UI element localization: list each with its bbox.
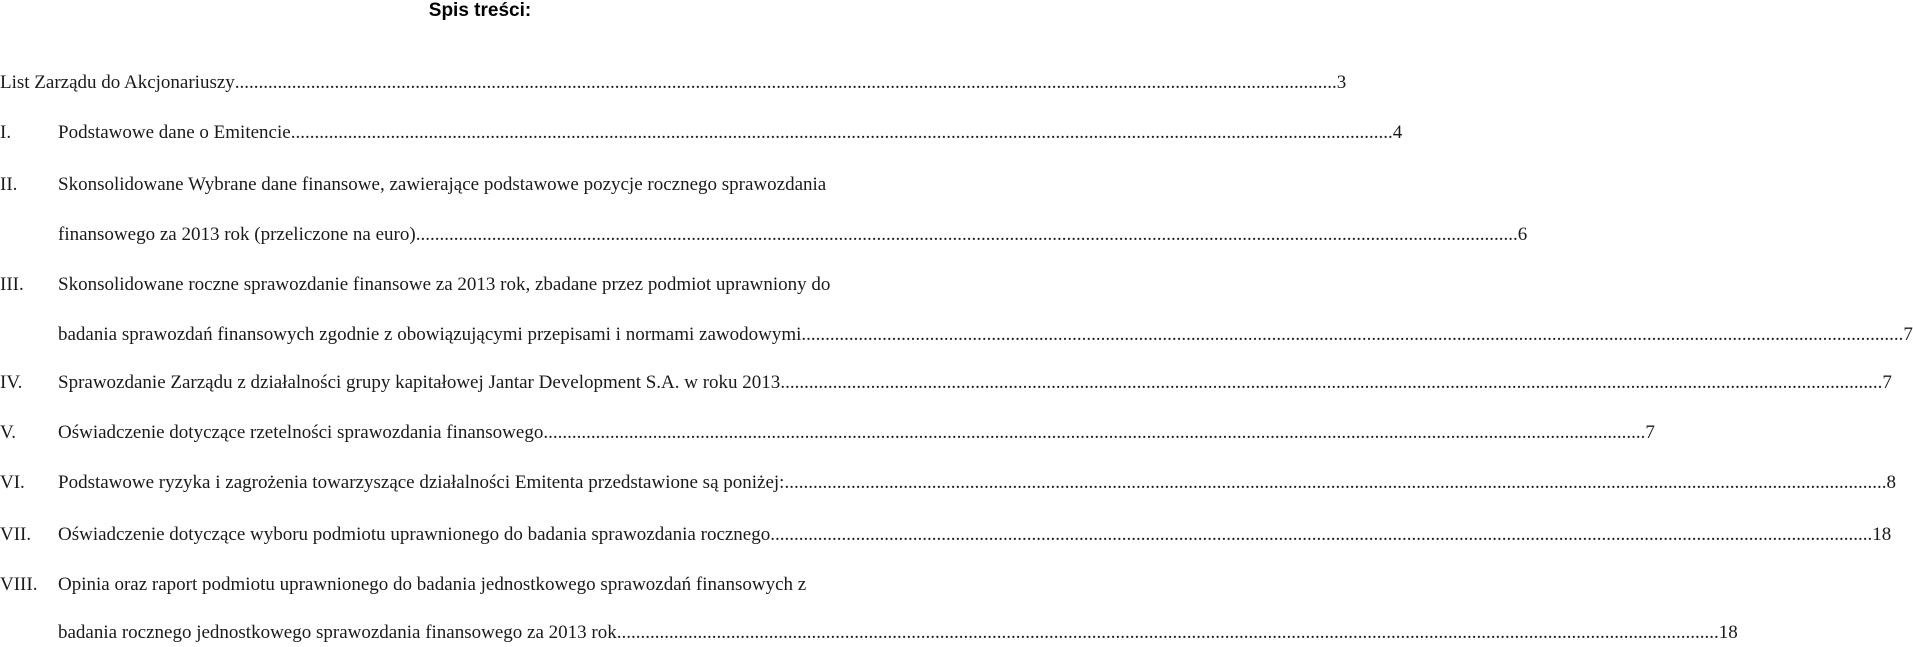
toc-entry-number: VI. bbox=[0, 472, 25, 493]
toc-entry-viii[interactable] bbox=[0, 572, 962, 598]
toc-entry-v[interactable] bbox=[0, 420, 1655, 446]
toc-leader-dots bbox=[416, 222, 1518, 248]
toc-page-number: 18 bbox=[1872, 524, 1892, 545]
toc-entry-text: badania sprawozdań finansowych zgodnie z obowiązującymi przepisami i normami zawodowymi bbox=[58, 324, 802, 345]
toc-entry-number: V. bbox=[0, 422, 17, 443]
toc-entry-ii[interactable] bbox=[0, 172, 962, 198]
toc-entry-number: VIII. bbox=[0, 574, 38, 595]
toc-entry-vi[interactable] bbox=[0, 470, 1896, 496]
toc-entry-text: finansowego za 2013 rok (przeliczone na euro) bbox=[58, 224, 416, 245]
toc-leader-dots bbox=[543, 420, 1645, 446]
toc-page-number: 3 bbox=[1336, 72, 1347, 93]
toc-entry-text: Oświadczenie dotyczące wyboru podmiotu uprawnionego do badania sprawozdania rocznego bbox=[58, 524, 771, 545]
toc-entry-iii[interactable] bbox=[0, 272, 962, 298]
toc-entry-text: badania rocznego jednostkowego sprawozdania finansowego za 2013 rok bbox=[58, 622, 617, 643]
toc-page-number: 7 bbox=[1903, 324, 1913, 345]
toc-entry-list-zarzadu[interactable] bbox=[0, 70, 1347, 96]
toc-leader-dots bbox=[801, 322, 1903, 348]
toc-entry-number: I. bbox=[0, 122, 12, 143]
toc-entry-number: II. bbox=[0, 174, 18, 195]
toc-page-number: 18 bbox=[1718, 622, 1738, 643]
toc-entry-vii[interactable] bbox=[0, 522, 1892, 548]
toc-page-number: 7 bbox=[1882, 372, 1892, 393]
toc-page-number: 6 bbox=[1517, 224, 1528, 245]
toc-leader-dots bbox=[617, 620, 1719, 646]
toc-entry-viii-cont[interactable] bbox=[0, 620, 1738, 646]
toc-page-number: 4 bbox=[1392, 122, 1403, 143]
toc-entry-text: Podstawowe dane o Emitencie bbox=[58, 122, 291, 143]
toc-leader-dots bbox=[770, 522, 1872, 548]
toc-leader-dots bbox=[291, 120, 1393, 146]
toc-entry-number: III. bbox=[0, 274, 24, 295]
toc-entry-iii-cont[interactable] bbox=[0, 322, 1913, 348]
toc-entry-i[interactable] bbox=[0, 120, 1403, 146]
toc-entry-iv[interactable] bbox=[0, 370, 1892, 396]
toc-leader-dots bbox=[784, 470, 1886, 496]
toc-page-number: 8 bbox=[1886, 472, 1896, 493]
toc-entry-text: Podstawowe ryzyka i zagrożenia towarzyszące działalności Emitenta przedstawione są poniżej: bbox=[58, 472, 785, 493]
toc-entry-text-line1: Skonsolidowane roczne sprawozdanie finansowe za 2013 rok, zbadane przez podmiot uprawniony do bbox=[58, 274, 831, 295]
toc-entry-ii-cont[interactable] bbox=[0, 222, 1528, 248]
toc-entry-text: List Zarządu do Akcjonariuszy bbox=[0, 72, 235, 93]
toc-entry-text-line1: Skonsolidowane Wybrane dane finansowe, zawierające podstawowe pozycje rocznego sprawozdania bbox=[58, 174, 827, 195]
toc-leader-dots bbox=[235, 70, 1337, 96]
toc-entry-text: Oświadczenie dotyczące rzetelności sprawozdania finansowego bbox=[58, 422, 544, 443]
toc-leader-dots bbox=[780, 370, 1882, 396]
toc-entry-text-line1: Opinia oraz raport podmiotu uprawnionego do badania jednostkowego sprawozdań finansowych z bbox=[58, 574, 807, 595]
toc-entry-text: Sprawozdanie Zarządu z działalności grupy kapitałowej Jantar Development S.A. w roku 2013 bbox=[58, 372, 781, 393]
page-title: Spis treści: bbox=[428, 0, 532, 21]
toc-entry-number: VII. bbox=[0, 524, 32, 545]
toc-entry-number: IV. bbox=[0, 372, 23, 393]
toc-page-number: 7 bbox=[1645, 422, 1655, 443]
